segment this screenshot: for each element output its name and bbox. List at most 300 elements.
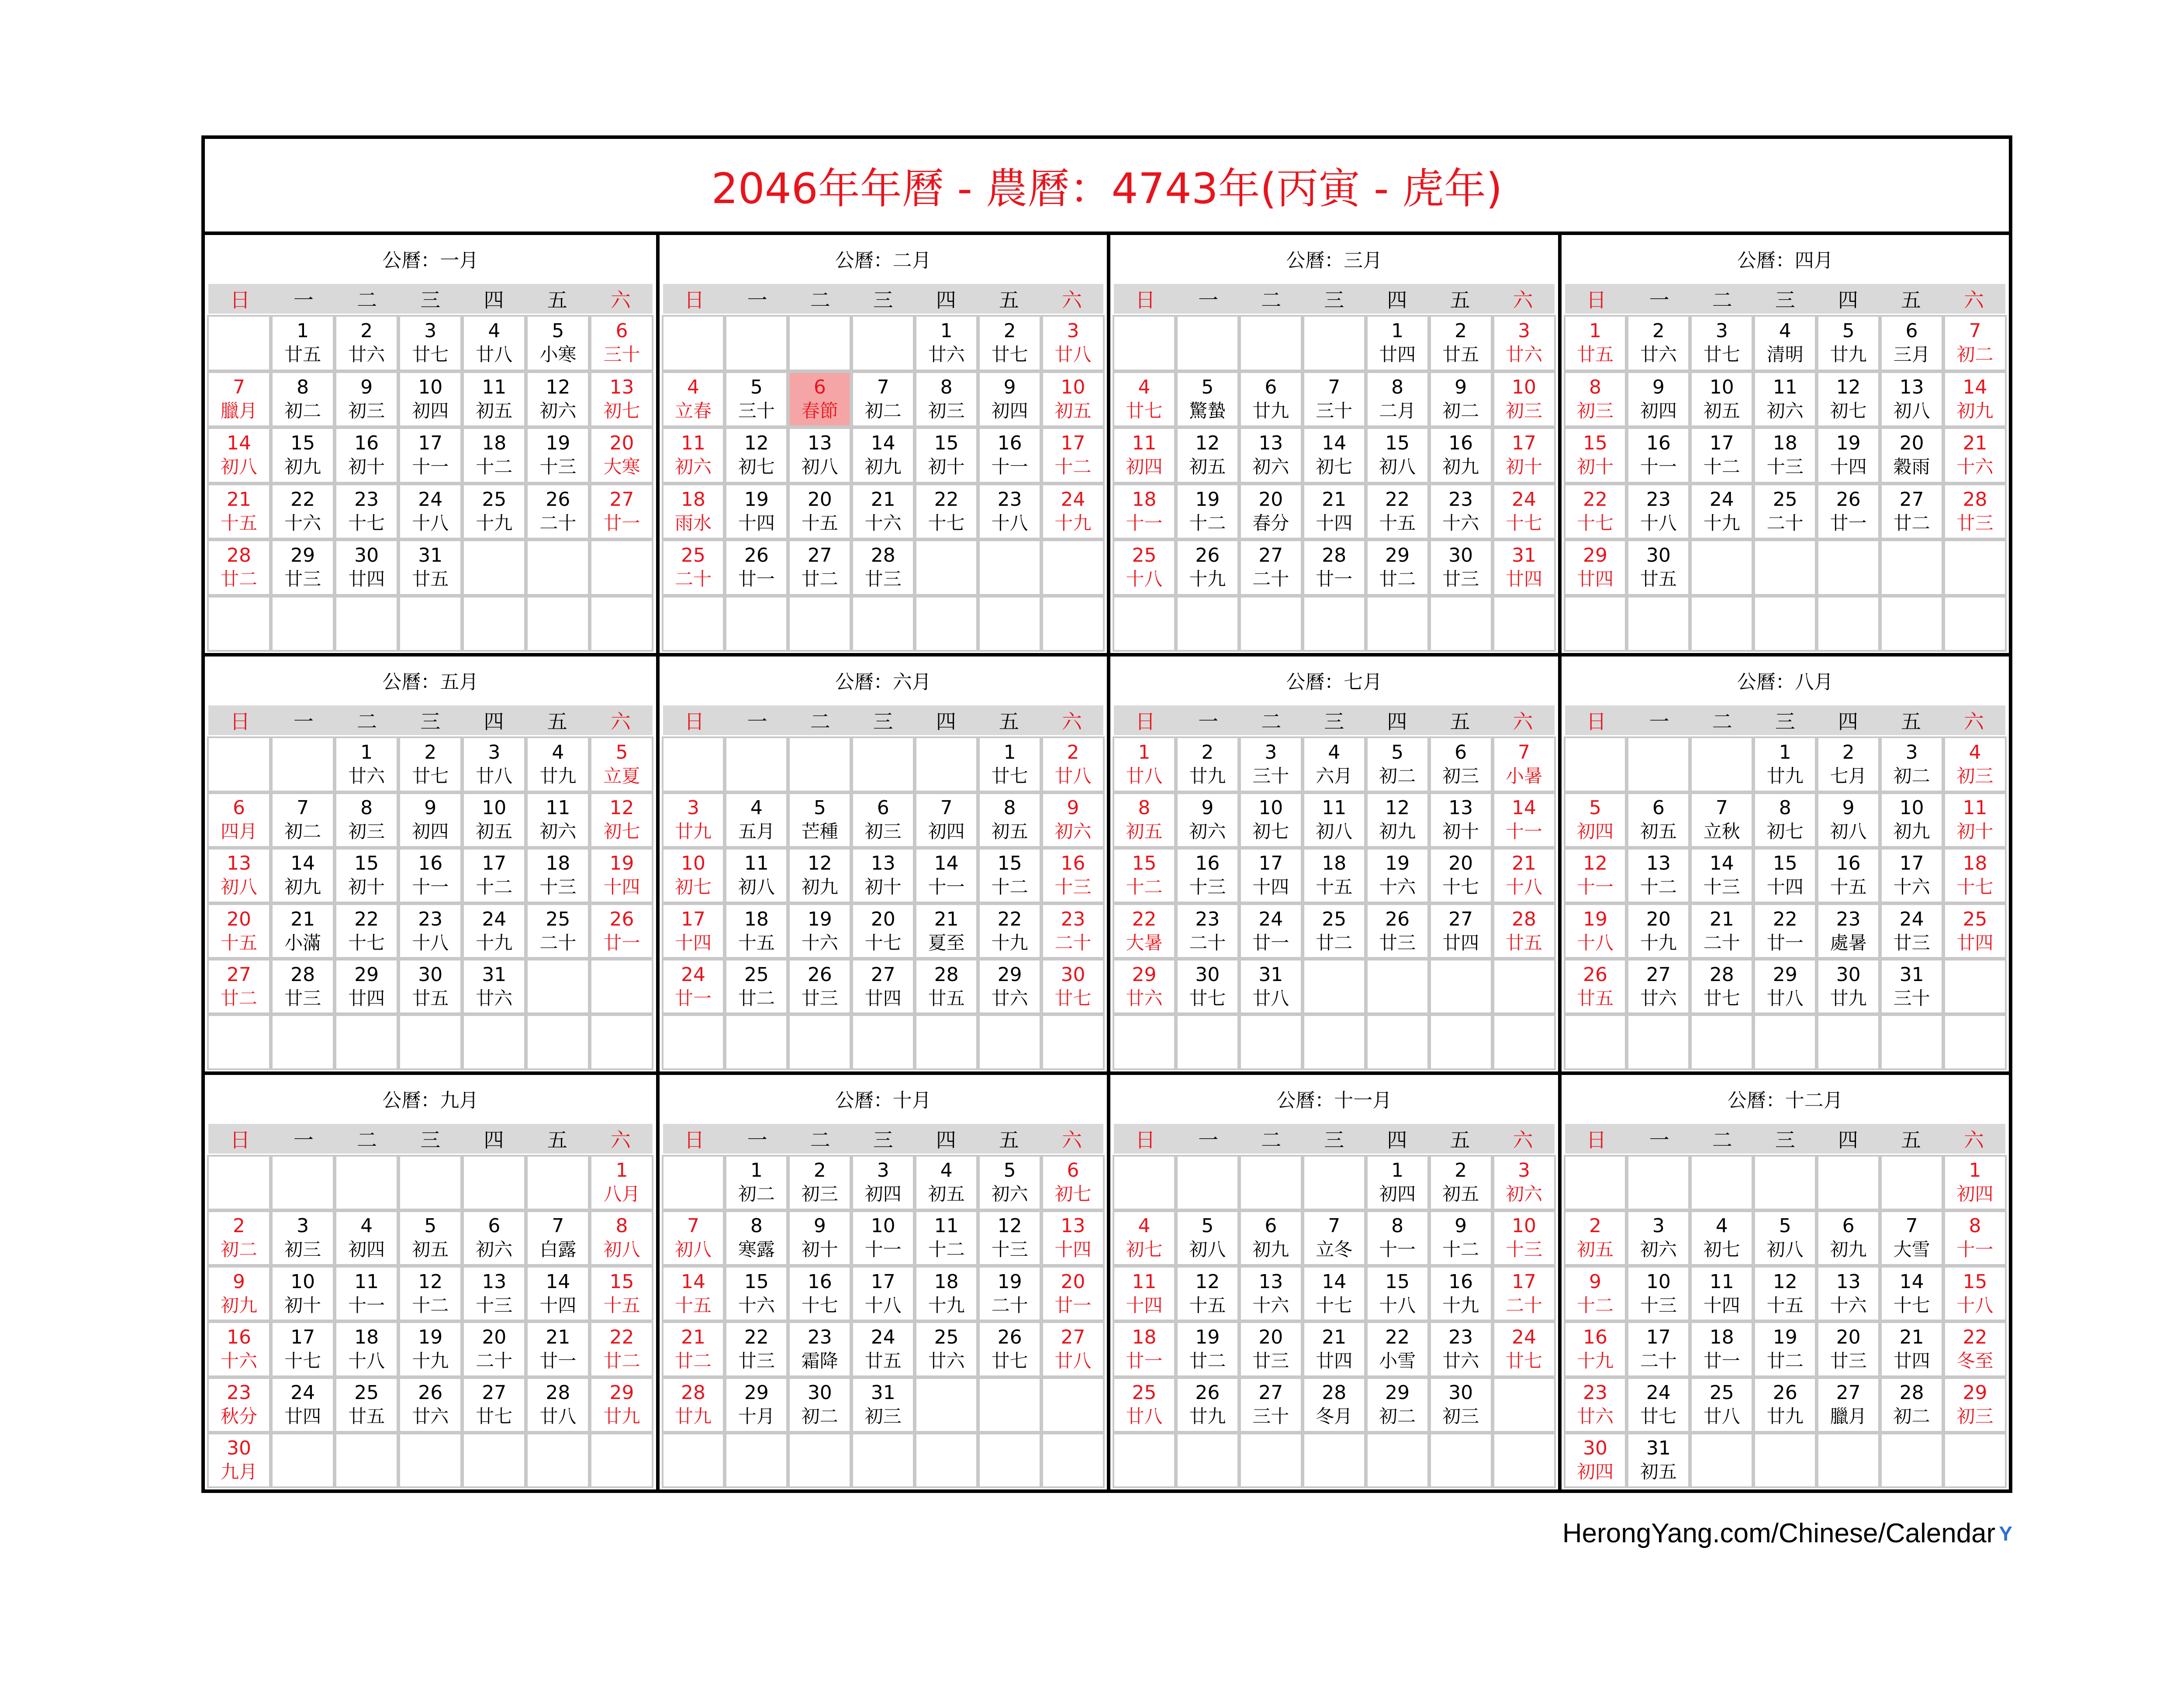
empty-cell [527, 1016, 588, 1068]
day-cell [916, 1323, 977, 1375]
solar-date: 8 [1003, 797, 1016, 819]
day-cell [916, 794, 977, 846]
day-cell [527, 1379, 588, 1431]
empty-cell [1881, 1434, 1942, 1487]
day-cell [1114, 373, 1175, 426]
day-cell [272, 794, 333, 846]
empty-cell [1114, 597, 1175, 651]
solar-date: 30 [1448, 1382, 1473, 1404]
solar-date: 12 [1195, 1270, 1220, 1293]
solar-date: 13 [1061, 1215, 1085, 1237]
day-cell [208, 1434, 270, 1487]
solar-date: 20 [1836, 1326, 1861, 1348]
lunar-date: 初八 [801, 456, 838, 478]
month-panel [205, 653, 656, 1071]
day-cell [789, 1323, 850, 1375]
month-panel [1558, 1071, 2009, 1489]
empty-cell [663, 597, 724, 651]
solar-date: 6 [233, 797, 245, 819]
empty-cell [1241, 597, 1301, 651]
solar-date: 5 [1003, 1159, 1016, 1182]
lunar-date: 十八 [412, 932, 449, 954]
empty-cell [789, 597, 850, 651]
solar-date: 23 [418, 908, 443, 930]
lunar-date: 十二 [1703, 456, 1740, 478]
solar-date: 21 [1899, 1326, 1924, 1348]
lunar-date: 小滿 [284, 932, 321, 954]
day-cell [1241, 541, 1301, 594]
day-cell [1628, 428, 1689, 482]
lunar-date: 廿二 [1766, 1350, 1804, 1372]
solar-date: 19 [744, 488, 769, 511]
solar-date: 4 [1969, 741, 1981, 764]
empty-cell [463, 1156, 525, 1209]
lunar-date: 十六 [864, 512, 902, 534]
lunar-date: 廿一 [539, 1350, 577, 1372]
solar-date: 30 [1836, 963, 1861, 986]
day-cell [1494, 905, 1555, 957]
solar-date: 30 [1195, 963, 1220, 986]
empty-cell [1367, 597, 1428, 651]
lunar-date: 冬月 [1316, 1406, 1353, 1427]
empty-cell [1114, 1016, 1175, 1068]
lunar-date: 十一 [1126, 512, 1163, 534]
day-cell [1691, 794, 1752, 846]
day-cell [1304, 738, 1365, 791]
lunar-date: 十二 [1189, 512, 1226, 534]
day-grid [663, 738, 1104, 1068]
solar-date: 11 [1709, 1270, 1734, 1293]
solar-date: 6 [1905, 320, 1918, 342]
empty-cell [1304, 316, 1365, 370]
solar-date: 22 [1385, 488, 1410, 511]
day-cell [1241, 1323, 1301, 1375]
day-cell [1367, 541, 1428, 594]
day-cell [1818, 1323, 1879, 1375]
day-cell [916, 373, 977, 426]
solar-date: 27 [1258, 544, 1283, 567]
day-cell [916, 960, 977, 1013]
solar-date: 16 [1836, 852, 1861, 875]
solar-date: 6 [813, 376, 826, 398]
day-cell [1818, 905, 1879, 957]
empty-cell [1945, 597, 2005, 651]
day-cell [1367, 1323, 1428, 1375]
empty-cell [1818, 597, 1879, 651]
lunar-date: 初十 [1956, 821, 1994, 843]
day-cell [1114, 960, 1175, 1013]
day-cell [527, 1212, 588, 1265]
lunar-date: 十九 [1640, 932, 1677, 954]
weekday-header [663, 705, 1104, 735]
day-cell [1114, 849, 1175, 902]
day-cell [853, 1323, 913, 1375]
month-panel [1558, 653, 2009, 1071]
weekday-label: 二 [357, 1128, 377, 1152]
day-cell [336, 316, 397, 370]
solar-date: 2 [1652, 320, 1665, 342]
solar-date: 7 [1969, 320, 1981, 342]
day-cell [1431, 1379, 1491, 1431]
solar-date: 14 [1322, 1270, 1347, 1293]
solar-date: 5 [1201, 1215, 1214, 1237]
day-cell [1818, 316, 1879, 370]
solar-date: 3 [424, 320, 437, 342]
solar-date: 12 [807, 852, 832, 875]
lunar-date: 廿六 [1506, 344, 1543, 366]
solar-date: 1 [297, 320, 309, 342]
empty-cell [789, 738, 850, 791]
day-cell [272, 849, 333, 902]
weekday-label: 一 [747, 288, 767, 312]
lunar-date: 四月 [221, 821, 258, 843]
day-cell [400, 738, 461, 791]
lunar-date: 初二 [1893, 1406, 1930, 1427]
month-title: 公曆：十一月 [1276, 1089, 1392, 1112]
empty-cell [1241, 1434, 1301, 1487]
empty-cell [726, 1434, 787, 1487]
lunar-date: 廿二 [738, 987, 775, 1009]
day-cell [789, 1212, 850, 1265]
solar-date: 17 [1899, 852, 1924, 875]
day-cell [1241, 905, 1301, 957]
lunar-date: 廿九 [674, 1406, 712, 1427]
solar-date: 9 [1652, 376, 1665, 398]
day-cell [1114, 1212, 1175, 1265]
lunar-date: 廿一 [674, 987, 712, 1009]
empty-cell [272, 738, 333, 791]
day-cell [591, 849, 652, 902]
solar-date: 19 [1195, 488, 1220, 511]
weekday-label: 五 [1450, 710, 1470, 734]
lunar-date: 初二 [1379, 1406, 1416, 1427]
solar-date: 10 [1258, 797, 1283, 819]
solar-date: 7 [233, 376, 245, 398]
day-cell [1818, 485, 1879, 539]
lunar-date: 廿九 [1766, 765, 1804, 787]
lunar-date: 十二 [991, 876, 1028, 898]
solar-date: 10 [871, 1215, 895, 1237]
lunar-date: 初八 [221, 456, 258, 478]
empty-cell [1177, 1156, 1238, 1209]
lunar-date: 初七 [603, 400, 640, 422]
lunar-date: 秋分 [221, 1406, 258, 1427]
solar-date: 13 [482, 1270, 507, 1293]
day-cell [1367, 1267, 1428, 1320]
solar-date: 16 [807, 1270, 832, 1293]
day-cell [853, 1379, 913, 1431]
lunar-date: 廿二 [221, 568, 258, 590]
footer-site-link[interactable]: HerongYang.com/Chinese/Calendar [1562, 1518, 1996, 1548]
empty-cell [1881, 597, 1942, 651]
solar-date: 6 [1842, 1215, 1855, 1237]
solar-date: 9 [1003, 376, 1016, 398]
solar-date: 26 [1773, 1382, 1797, 1404]
day-cell [1241, 485, 1301, 539]
lunar-date: 初八 [1893, 400, 1930, 422]
empty-cell [1565, 1016, 1626, 1068]
weekday-label: 四 [936, 710, 956, 734]
day-cell [789, 1156, 850, 1209]
day-cell [1945, 794, 2005, 846]
day-cell [1241, 373, 1301, 426]
lunar-date: 初五 [1442, 1183, 1479, 1205]
solar-date: 26 [1195, 1382, 1220, 1404]
empty-cell [916, 1434, 977, 1487]
solar-date: 1 [750, 1159, 763, 1182]
weekday-label: 三 [873, 1128, 893, 1152]
solar-date: 4 [1328, 741, 1341, 764]
lunar-date: 十九 [1054, 512, 1092, 534]
empty-cell [400, 597, 461, 651]
lunar-date: 初十 [348, 876, 385, 898]
day-cell [463, 373, 525, 426]
day-cell [1043, 373, 1103, 426]
solar-date: 2 [424, 741, 437, 764]
weekday-label: 二 [810, 288, 830, 312]
empty-cell [1628, 597, 1689, 651]
solar-date: 5 [424, 1215, 437, 1237]
solar-date: 9 [1455, 376, 1467, 398]
day-cell [1367, 428, 1428, 482]
day-cell [1177, 1267, 1238, 1320]
day-grid [208, 316, 653, 650]
weekday-label: 二 [1261, 288, 1282, 312]
solar-date: 3 [1067, 320, 1079, 342]
day-cell [1881, 849, 1942, 902]
solar-date: 13 [1836, 1270, 1861, 1293]
day-cell [272, 428, 333, 482]
day-cell [1431, 905, 1491, 957]
empty-cell [789, 1434, 850, 1487]
day-cell [789, 905, 850, 957]
day-cell [663, 428, 724, 482]
solar-date: 24 [1512, 488, 1537, 511]
solar-date: 20 [609, 432, 634, 455]
day-cell [1177, 428, 1238, 482]
lunar-date: 廿七 [412, 765, 449, 787]
day-cell [208, 541, 270, 594]
lunar-date: 廿六 [1126, 987, 1163, 1009]
day-cell [789, 1379, 850, 1431]
day-cell [1241, 428, 1301, 482]
lunar-date: 三月 [1893, 344, 1930, 366]
lunar-date: 初七 [1252, 821, 1289, 843]
lunar-date: 廿六 [928, 1350, 965, 1372]
empty-cell [979, 1016, 1040, 1068]
lunar-date: 廿二 [1316, 932, 1353, 954]
weekday-label: 日 [684, 710, 705, 734]
lunar-date: 十二 [1054, 456, 1092, 478]
lunar-date: 廿六 [348, 765, 385, 787]
weekday-label: 一 [1649, 288, 1669, 312]
solar-date: 25 [934, 1326, 959, 1348]
solar-date: 11 [1963, 797, 1987, 819]
day-cell [591, 905, 652, 957]
day-cell [463, 738, 525, 791]
empty-cell [979, 597, 1040, 651]
weekday-label: 六 [1062, 288, 1082, 312]
day-cell [1691, 428, 1752, 482]
lunar-date: 十五 [738, 932, 775, 954]
lunar-date: 初三 [1442, 765, 1479, 787]
day-cell [1945, 428, 2005, 482]
lunar-date: 廿三 [1830, 1350, 1867, 1372]
lunar-date: 初七 [1766, 821, 1804, 843]
day-cell [1945, 849, 2005, 902]
solar-date: 23 [1061, 908, 1085, 930]
lunar-date: 十六 [221, 1350, 258, 1372]
solar-date: 20 [227, 908, 252, 930]
empty-cell [1177, 597, 1238, 651]
solar-date: 31 [1899, 963, 1924, 986]
weekday-label: 三 [873, 288, 893, 312]
day-cell [527, 485, 588, 539]
day-cell [1881, 960, 1942, 1013]
solar-date: 22 [1132, 908, 1157, 930]
solar-date: 23 [354, 488, 379, 511]
solar-date: 10 [1512, 376, 1537, 398]
solar-date: 22 [290, 488, 315, 511]
day-cell [979, 1156, 1040, 1209]
lunar-date: 廿五 [1576, 344, 1614, 366]
day-cell [1241, 1379, 1301, 1431]
solar-date: 27 [807, 544, 832, 567]
solar-date: 26 [1583, 963, 1607, 986]
lunar-date: 十三 [539, 456, 577, 478]
solar-date: 12 [744, 432, 769, 455]
solar-date: 6 [1652, 797, 1665, 819]
weekday-label: 五 [1901, 710, 1921, 734]
solar-date: 30 [354, 544, 379, 567]
empty-cell [208, 738, 270, 791]
lunar-date: 十七 [1576, 512, 1614, 534]
day-cell [400, 485, 461, 539]
lunar-date: 初八 [674, 1239, 712, 1261]
day-cell [1241, 738, 1301, 791]
empty-cell [208, 1016, 270, 1068]
day-cell [1818, 1212, 1879, 1265]
day-cell [979, 738, 1040, 791]
lunar-date: 十四 [1316, 512, 1353, 534]
empty-cell [591, 1016, 652, 1068]
lunar-date: 初九 [284, 876, 321, 898]
lunar-date: 十四 [674, 932, 712, 954]
day-cell [208, 905, 270, 957]
day-cell [726, 485, 787, 539]
day-cell [726, 905, 787, 957]
weekday-header [208, 705, 653, 735]
lunar-date: 十一 [348, 1294, 385, 1316]
solar-date: 10 [1709, 376, 1734, 398]
empty-cell [1114, 1156, 1175, 1209]
day-cell [1043, 316, 1103, 370]
months-grid [205, 235, 2009, 1489]
lunar-date: 初四 [1126, 456, 1163, 478]
day-cell [272, 485, 333, 539]
day-cell [1114, 1323, 1175, 1375]
lunar-date: 初三 [1442, 1406, 1479, 1427]
solar-date: 19 [997, 1270, 1022, 1293]
empty-cell [1945, 541, 2005, 594]
lunar-date: 大寒 [603, 456, 640, 478]
lunar-date: 夏至 [928, 932, 965, 954]
solar-date: 16 [1195, 852, 1220, 875]
lunar-date: 廿三 [864, 568, 902, 590]
solar-date: 11 [681, 432, 705, 455]
lunar-date: 廿七 [1054, 987, 1092, 1009]
day-cell [272, 316, 333, 370]
empty-cell [916, 541, 977, 594]
weekday-label: 一 [293, 288, 314, 312]
day-cell [1304, 849, 1365, 902]
day-grid [1114, 1156, 1555, 1487]
weekday-label: 一 [747, 1128, 767, 1152]
day-cell [916, 485, 977, 539]
empty-cell [1367, 960, 1428, 1013]
lunar-date: 初七 [1316, 456, 1353, 478]
empty-cell [272, 1156, 333, 1209]
empty-cell [663, 1434, 724, 1487]
empty-cell [1818, 1434, 1879, 1487]
lunar-date: 初六 [539, 400, 577, 422]
day-cell [789, 960, 850, 1013]
empty-cell [591, 1434, 652, 1487]
solar-date: 15 [1963, 1270, 1987, 1293]
lunar-date: 初二 [221, 1239, 258, 1261]
lunar-date: 十四 [1054, 1239, 1092, 1261]
lunar-date: 二十 [1506, 1294, 1543, 1316]
day-cell [979, 849, 1040, 902]
weekday-label: 二 [810, 710, 830, 734]
lunar-date: 三十 [1252, 1406, 1289, 1427]
day-cell [1881, 373, 1942, 426]
day-cell [979, 1323, 1040, 1375]
day-cell [1367, 485, 1428, 539]
day-cell [1177, 541, 1238, 594]
day-cell [1177, 485, 1238, 539]
day-cell [591, 373, 652, 426]
solar-date: 18 [1132, 488, 1157, 511]
day-cell [1628, 849, 1689, 902]
solar-date: 25 [482, 488, 507, 511]
day-cell [463, 1267, 525, 1320]
lunar-date: 初三 [348, 400, 385, 422]
day-cell [726, 541, 787, 594]
solar-date: 21 [290, 908, 315, 930]
day-cell [463, 1379, 525, 1431]
weekday-header [1114, 284, 1555, 314]
lunar-date: 初八 [1316, 821, 1353, 843]
day-cell [336, 485, 397, 539]
weekday-label: 日 [230, 288, 250, 312]
solar-date: 16 [1061, 852, 1085, 875]
solar-date: 11 [482, 376, 507, 398]
month-title: 公曆：九月 [382, 1089, 479, 1112]
day-cell [1818, 849, 1879, 902]
lunar-date: 廿三 [1893, 932, 1930, 954]
lunar-date: 廿七 [1189, 987, 1226, 1009]
lunar-date: 小寒 [539, 344, 577, 366]
lunar-date: 廿三 [1956, 512, 1994, 534]
solar-date: 1 [1003, 741, 1016, 764]
day-cell [1881, 794, 1942, 846]
solar-date: 16 [227, 1326, 252, 1348]
lunar-date: 初四 [348, 1239, 385, 1261]
solar-date: 21 [681, 1326, 705, 1348]
lunar-date: 十一 [1576, 876, 1614, 898]
lunar-date: 初四 [928, 821, 965, 843]
